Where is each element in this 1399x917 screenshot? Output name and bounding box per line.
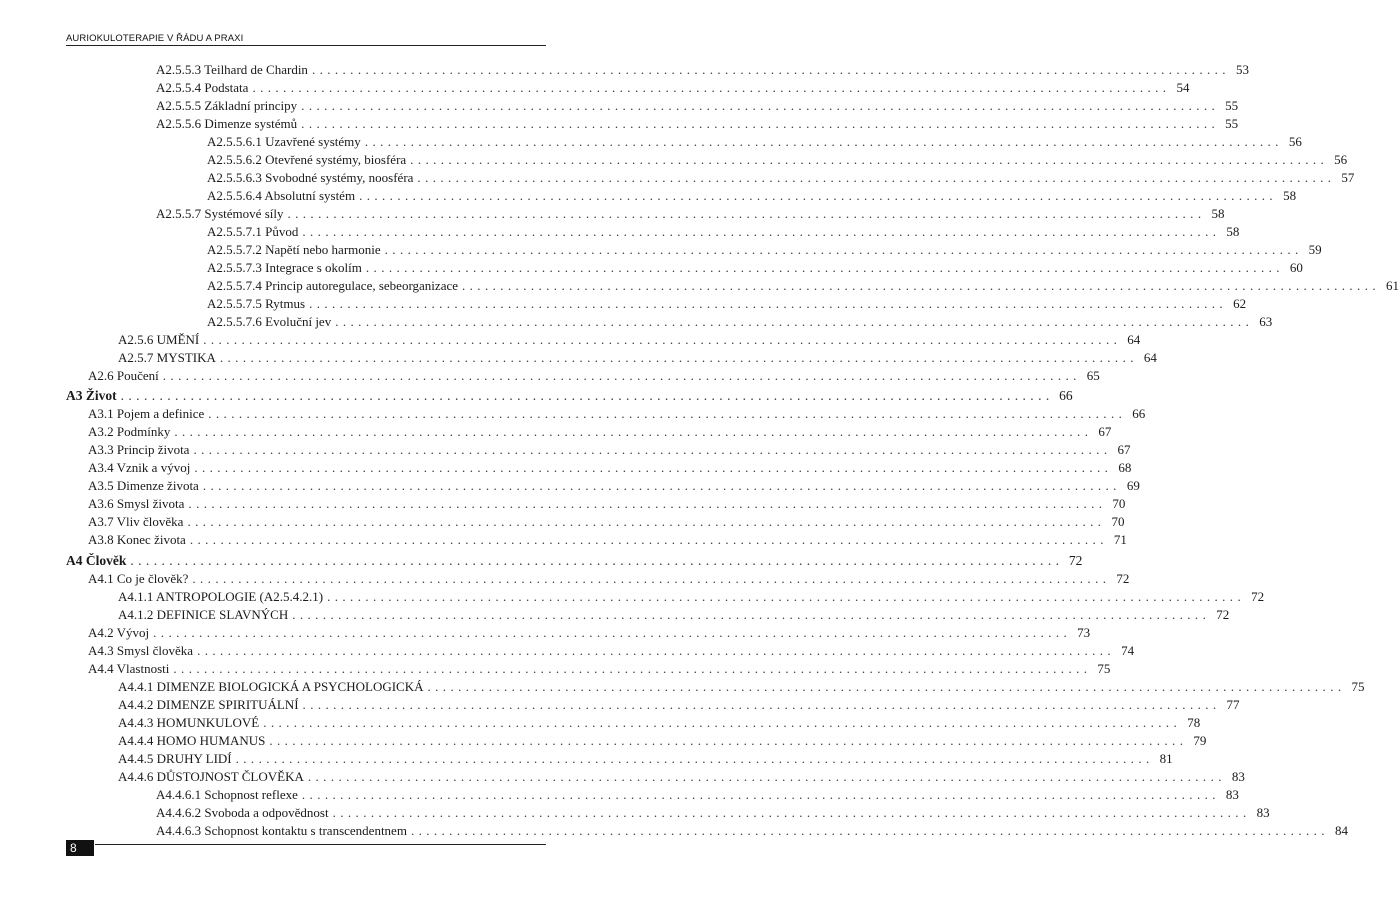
toc-entry [207,277,1399,295]
toc-entry [118,588,1265,606]
toc-entry [88,459,1132,477]
dot-leader: ........................................................................................................................ [307,769,1226,784]
dot-leader: ........................................................................................................................ [202,478,1121,493]
toc-entry [118,678,1365,696]
toc-entry [118,714,1201,732]
toc-entry-label: A3.1 Pojem a definice [88,406,205,421]
toc-entry-label: A4.4.6.3 Schopnost kontaktu s transcendentnem [156,823,407,838]
toc-entry [88,477,1140,495]
toc-entry-label: A3.5 Dimenze života [88,478,199,493]
dot-leader: ........................................................................................................................ [194,460,1113,475]
toc-entry-page: 75 [1351,679,1365,694]
toc-entry-page: 83 [1225,787,1239,802]
dot-leader: ........................................................................................................................ [327,589,1246,604]
toc-entry-label: A4.4.1 DIMENZE BIOLOGICKÁ A PSYCHOLOGICKÁ [118,679,424,694]
toc-entry-label: A2.5.5.4 Podstata [156,80,249,95]
toc-entry-page: 68 [1118,460,1132,475]
dot-leader: ........................................................................................................................ [427,679,1346,694]
toc-entry [207,259,1303,277]
toc-entry-label: A3.2 Podmínky [88,424,171,439]
dot-leader: ........................................................................................................................ [301,98,1220,113]
dot-leader: ........................................................................................................................ [192,571,1111,586]
toc-entry [207,187,1297,205]
toc-entry [207,295,1247,313]
toc-entry-label: A4.4.3 HOMUNKULOVÉ [118,715,260,730]
dot-leader: ........................................................................................................................ [301,787,1220,802]
toc-entry-page: 60 [1289,260,1303,275]
toc-entry-page: 62 [1233,296,1247,311]
toc-entry-label: A2.5.5.3 Teilhard de Chardin [156,62,308,77]
toc-entry-page: 83 [1231,769,1245,784]
dot-leader: ........................................................................................................................ [301,116,1220,131]
toc-entry [156,115,1239,133]
toc-entry [88,570,1130,588]
toc-entry-page: 65 [1086,368,1100,383]
toc-entry [156,79,1190,97]
dot-leader: ........................................................................................................................ [235,751,1154,766]
running-header: AURIOKULOTERAPIE V ŘÁDU A PRAXI [66,33,244,44]
toc-entry [88,441,1131,459]
toc-entry-label: A4.4 Vlastnosti [88,661,170,676]
toc-entry-label: A2.5.5.7.1 Původ [207,224,299,239]
toc-entry-label: A2.5.5.6 Dimenze systémů [156,116,298,131]
toc-entry-page: 72 [1116,571,1130,586]
dot-leader: ........................................................................................................................ [359,188,1278,203]
toc-entry-label: A3.8 Konec života [88,532,186,547]
toc-entry [118,696,1240,714]
toc-entry-label: A2.6 Poučení [88,368,159,383]
toc-chapter-entry [66,552,1083,570]
toc-entry-label: A2.5.7 MYSTIKA [118,350,216,365]
toc-entry-label: A2.5.5.6.4 Absolutní systém [207,188,356,203]
toc-entry-label: A2.5.5.6.2 Otevřené systémy, biosféra [207,152,407,167]
toc-entry [156,804,1270,822]
toc-entry-page: 54 [1176,80,1190,95]
dot-leader: ........................................................................................................................ [219,350,1138,365]
toc-entry-page: 57 [1341,170,1355,185]
dot-leader: ........................................................................................................................ [120,388,1054,403]
dot-leader: ........................................................................................................................ [332,805,1251,820]
dot-leader: ........................................................................................................................ [269,733,1188,748]
toc-entry-label: A4.4.6.1 Schopnost reflexe [156,787,298,802]
dot-leader: ........................................................................................................................ [263,715,1182,730]
toc-entry-label: A4.4.6 DŮSTOJNOST ČLOVĚKA [118,769,304,784]
dot-leader: ........................................................................................................................ [189,532,1108,547]
toc-entry [88,405,1146,423]
toc-entry-page: 66 [1059,388,1073,403]
toc-entry [207,133,1302,151]
toc-entry [88,513,1125,531]
toc-entry [207,313,1273,331]
toc-entry-page: 58 [1226,224,1240,239]
toc-entry [88,423,1112,441]
toc-entry-page: 71 [1113,532,1127,547]
toc-entry [207,241,1322,259]
dot-leader: ........................................................................................................................ [417,170,1336,185]
toc-entry [118,606,1230,624]
dot-leader: ........................................................................................................................ [410,823,1329,838]
dot-leader: ........................................................................................................................ [335,314,1254,329]
toc-entry-page: 69 [1126,478,1140,493]
dot-leader: ........................................................................................................................ [292,607,1211,622]
dot-leader: ........................................................................................................................ [208,406,1127,421]
footer-rule [95,844,546,845]
toc-entry-page: 81 [1159,751,1173,766]
toc-entry-label: A4.4.5 DRUHY LIDÍ [118,751,232,766]
toc-entry-page: 72 [1068,553,1083,568]
toc-entry-page: 75 [1097,661,1111,676]
toc-entry-page: 63 [1259,314,1273,329]
toc-entry-label: A4.2 Vývoj [88,625,150,640]
toc-entry-label: A4.3 Smysl člověka [88,643,194,658]
dot-leader: ........................................................................................................................ [462,278,1380,293]
dot-leader: ........................................................................................................................ [302,224,1221,239]
toc-entry-page: 53 [1235,62,1249,77]
toc-entry [88,495,1126,513]
toc-entry-label: A2.5.5.6.3 Svobodné systémy, noosféra [207,170,414,185]
toc-entry-label: A4.4.2 DIMENZE SPIRITUÁLNÍ [118,697,299,712]
toc-entry-page: 67 [1098,424,1112,439]
dot-leader: ........................................................................................................................ [174,424,1093,439]
toc-entry [118,750,1173,768]
toc-entry-label: A4.4.4 HOMO HUMANUS [118,733,266,748]
toc-entry [207,151,1348,169]
toc-entry [118,768,1245,786]
toc-entry [156,61,1249,79]
toc-entry-label: A4.4.6.2 Svoboda a odpovědnost [156,805,329,820]
toc-entry-page: 64 [1143,350,1157,365]
toc-entry-page: 79 [1193,733,1207,748]
toc-entry [156,97,1239,115]
toc-entry [118,732,1207,750]
toc-entry [118,349,1157,367]
toc-entry [88,367,1100,385]
toc-entry-page: 72 [1216,607,1230,622]
dot-leader: ........................................................................................................................ [410,152,1329,167]
toc-entry [156,205,1225,223]
dot-leader: ........................................................................................................................ [188,496,1107,511]
toc-entry-page: 58 [1283,188,1297,203]
toc-entry-label: A3 Život [66,388,117,403]
dot-leader: ........................................................................................................................ [197,643,1116,658]
toc-entry-page: 59 [1308,242,1322,257]
toc-entry [88,660,1111,678]
toc-entry-page: 55 [1225,116,1239,131]
toc-entry-page: 73 [1077,625,1091,640]
toc-entry-page: 56 [1288,134,1302,149]
toc-entry-page: 83 [1256,805,1270,820]
toc-entry-page: 84 [1334,823,1348,838]
toc-entry-label: A2.5.6 UMĚNÍ [118,332,200,347]
dot-leader: ........................................................................................................................ [130,553,1064,568]
toc-entry-page: 58 [1211,206,1225,221]
toc-entry-label: A2.5.5.7 Systémové síly [156,206,284,221]
toc-entry-page: 64 [1127,332,1141,347]
dot-leader: ........................................................................................................................ [287,206,1206,221]
toc-entry-page: 70 [1112,496,1126,511]
dot-leader: ........................................................................................................................ [187,514,1106,529]
dot-leader: ........................................................................................................................ [162,368,1081,383]
toc-entry-label: A3.3 Princip života [88,442,190,457]
toc-entry-label: A4.1 Co je člověk? [88,571,189,586]
toc-entry-page: 77 [1226,697,1240,712]
toc-entry-label: A3.4 Vznik a vývoj [88,460,191,475]
dot-leader: ........................................................................................................................ [173,661,1092,676]
dot-leader: ........................................................................................................................ [252,80,1171,95]
toc-entry-label: A2.5.5.6.1 Uzavřené systémy [207,134,361,149]
toc-entry-page: 56 [1334,152,1348,167]
toc-entry-page: 70 [1111,514,1125,529]
toc-entry [88,642,1135,660]
dot-leader: ........................................................................................................................ [311,62,1230,77]
toc-entry-label: A4 Člověk [66,553,127,568]
toc-entry-page: 74 [1121,643,1135,658]
toc-entry-label: A4.1.2 DEFINICE SLAVNÝCH [118,607,289,622]
dot-leader: ........................................................................................................................ [203,332,1122,347]
toc-entry-page: 72 [1251,589,1265,604]
dot-leader: ........................................................................................................................ [193,442,1112,457]
toc-entry-label: A2.5.5.7.6 Evoluční jev [207,314,332,329]
toc-entry-label: A4.1.1 ANTROPOLOGIE (A2.5.4.2.1) [118,589,324,604]
toc-entry [207,169,1355,187]
toc-entry-label: A3.6 Smysl života [88,496,185,511]
dot-leader: ........................................................................................................................ [365,260,1284,275]
dot-leader: ........................................................................................................................ [309,296,1228,311]
toc-entry-page: 61 [1386,278,1399,293]
toc-entry [88,624,1091,642]
toc-entry-page: 78 [1187,715,1201,730]
dot-leader: ........................................................................................................................ [302,697,1221,712]
toc-entry [88,531,1127,549]
dot-leader: ........................................................................................................................ [153,625,1072,640]
toc-entry-label: A2.5.5.7.5 Rytmus [207,296,306,311]
toc-entry [156,786,1239,804]
toc-entry [207,223,1240,241]
dot-leader: ........................................................................................................................ [384,242,1303,257]
page-number: 8 [66,840,94,856]
dot-leader: ........................................................................................................................ [364,134,1283,149]
toc-entry [156,822,1348,840]
toc-entry-label: A2.5.5.7.4 Princip autoregulace, sebeorganizace [207,278,458,293]
toc-entry-page: 67 [1117,442,1131,457]
toc-entry-label: A2.5.5.7.3 Integrace s okolím [207,260,362,275]
toc-entry-page: 55 [1225,98,1239,113]
toc-entry-label: A2.5.5.7.2 Napětí nebo harmonie [207,242,381,257]
toc-entry-label: A2.5.5.5 Základní principy [156,98,298,113]
toc-entry-label: A3.7 Vliv člověka [88,514,184,529]
toc-chapter-entry [66,387,1073,405]
toc-entry [118,331,1141,349]
toc-entry-page: 66 [1132,406,1146,421]
